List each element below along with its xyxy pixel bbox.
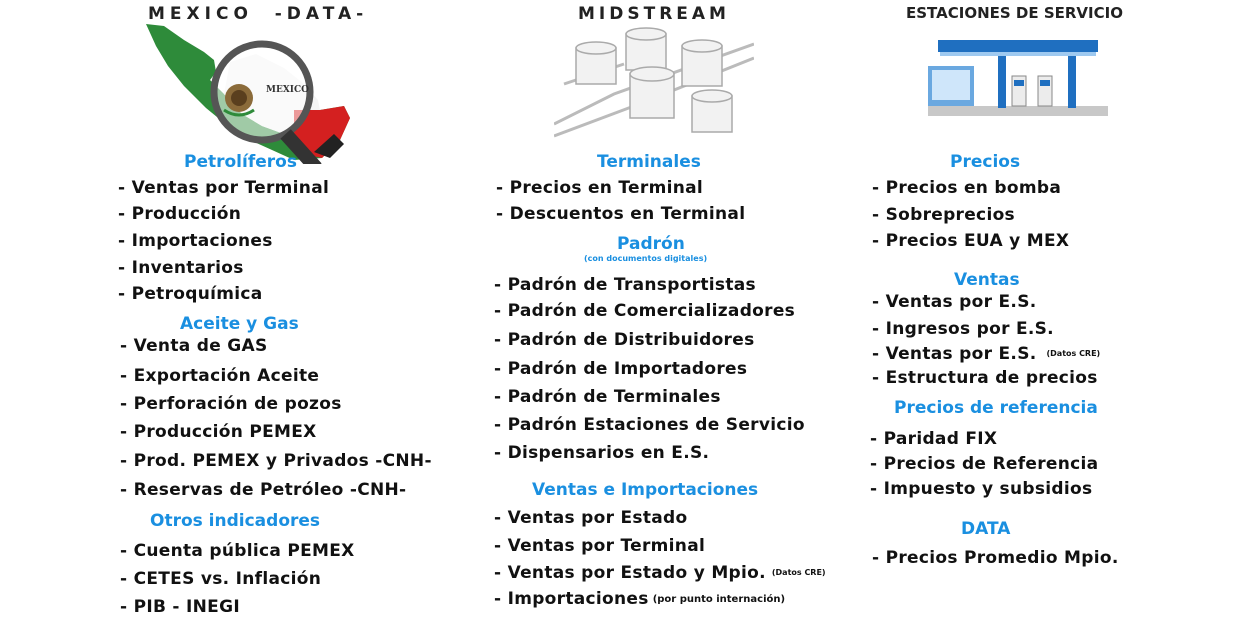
link-ventas-por-estado[interactable]: - Ventas por Estado [494,508,688,528]
link-produccion-pemex[interactable]: - Producción PEMEX [120,422,317,442]
link-ventas-por-es[interactable]: - Ventas por E.S. [872,292,1037,312]
link-padron-transportistas[interactable]: - Padrón de Transportistas [494,275,756,295]
link-importaciones-mid[interactable]: - Importaciones [494,589,649,609]
section-heading-ventas: Ventas [954,270,1020,290]
link-sobreprecios[interactable]: - Sobreprecios [872,205,1015,225]
link-precios-de-referencia[interactable]: - Precios de Referencia [870,454,1099,474]
link-descuentos-terminal[interactable]: - Descuentos en Terminal [496,204,746,224]
link-paridad-fix[interactable]: - Paridad FIX [870,429,998,449]
column-estaciones [868,0,1238,619]
section-heading-precios-referencia: Precios de referencia [894,398,1098,418]
column-title: ESTACIONES DE SERVICIO [906,4,1123,22]
section-heading-terminales: Terminales [597,152,701,172]
link-cetes-inflacion[interactable]: - CETES vs. Inflación [120,569,322,589]
section-heading-otros-indicadores: Otros indicadores [150,511,321,531]
section-heading-padron: Padrón [617,234,685,254]
section-heading-ventas-importaciones: Ventas e Importaciones [532,480,759,500]
storage-tanks-illustration [554,24,754,144]
link-precios-promedio-mpio[interactable]: - Precios Promedio Mpio. [872,548,1119,568]
link-padron-importadores[interactable]: - Padrón de Importadores [494,359,748,379]
link-dispensarios[interactable]: - Dispensarios en E.S. [494,443,710,463]
link-importaciones[interactable]: - Importaciones [118,231,273,251]
gas-station-illustration [928,36,1108,120]
link-ventas-por-es-cre[interactable]: - Ventas por E.S. [872,344,1037,364]
link-pib-inegi[interactable]: - PIB - INEGI [120,597,240,617]
link-inventarios[interactable]: - Inventarios [118,258,244,278]
link-precios-bomba[interactable]: - Precios en bomba [872,178,1062,198]
link-precios-terminal[interactable]: - Precios en Terminal [496,178,704,198]
row-importaciones [494,589,785,609]
link-ventas-estado-mpio[interactable]: - Ventas por Estado y Mpio. [494,563,766,583]
link-padron-distribuidores[interactable]: - Padrón de Distribuidores [494,330,755,350]
row-ventas-por-es-cre [872,344,1100,364]
link-padron-estaciones[interactable]: - Padrón Estaciones de Servicio [494,415,805,435]
column-mexico-data [110,0,480,619]
link-impuesto-subsidios[interactable]: - Impuesto y subsidios [870,479,1093,499]
link-produccion[interactable]: - Producción [118,204,242,224]
link-petroquimica[interactable]: - Petroquímica [118,284,263,304]
link-ingresos-por-es[interactable]: - Ingresos por E.S. [872,319,1054,339]
note-punto-internacion: (por punto internación) [652,594,786,605]
section-heading-data: DATA [961,519,1011,539]
row-ventas-estado-mpio [494,563,826,583]
column-title: MIDSTREAM [578,4,730,24]
link-perforacion-pozos[interactable]: - Perforación de pozos [120,394,342,414]
link-exportacion-aceite[interactable]: - Exportación Aceite [120,366,320,386]
link-cuenta-publica-pemex[interactable]: - Cuenta pública PEMEX [120,541,355,561]
column-midstream [490,0,860,619]
link-venta-de-gas[interactable]: - Venta de GAS [120,336,268,356]
link-ventas-por-terminal-mid[interactable]: - Ventas por Terminal [494,536,706,556]
padron-subheading: (con documentos digitales) [584,254,708,263]
link-reservas-petroleo[interactable]: - Reservas de Petróleo -CNH- [120,480,407,500]
note-datos-cre: (Datos CRE) [771,568,826,577]
section-heading-aceite-gas: Aceite y Gas [180,314,299,334]
map-label: MEXICO [266,85,310,95]
section-heading-petroliferos: Petrolíferos [184,152,297,172]
section-heading-precios: Precios [950,152,1021,172]
link-ventas-por-terminal[interactable]: - Ventas por Terminal [118,178,330,198]
link-padron-terminales[interactable]: - Padrón de Terminales [494,387,721,407]
link-estructura-precios[interactable]: - Estructura de precios [872,368,1098,388]
note-datos-cre: (Datos CRE) [1046,349,1101,358]
mexico-map-magnifier-illustration [144,22,354,164]
link-precios-eua-mex[interactable]: - Precios EUA y MEX [872,231,1070,251]
column-title: MEXICO -DATA- [148,4,369,24]
link-padron-comercializadores[interactable]: - Padrón de Comercializadores [494,301,796,321]
link-prod-pemex-privados[interactable]: - Prod. PEMEX y Privados -CNH- [120,451,432,471]
